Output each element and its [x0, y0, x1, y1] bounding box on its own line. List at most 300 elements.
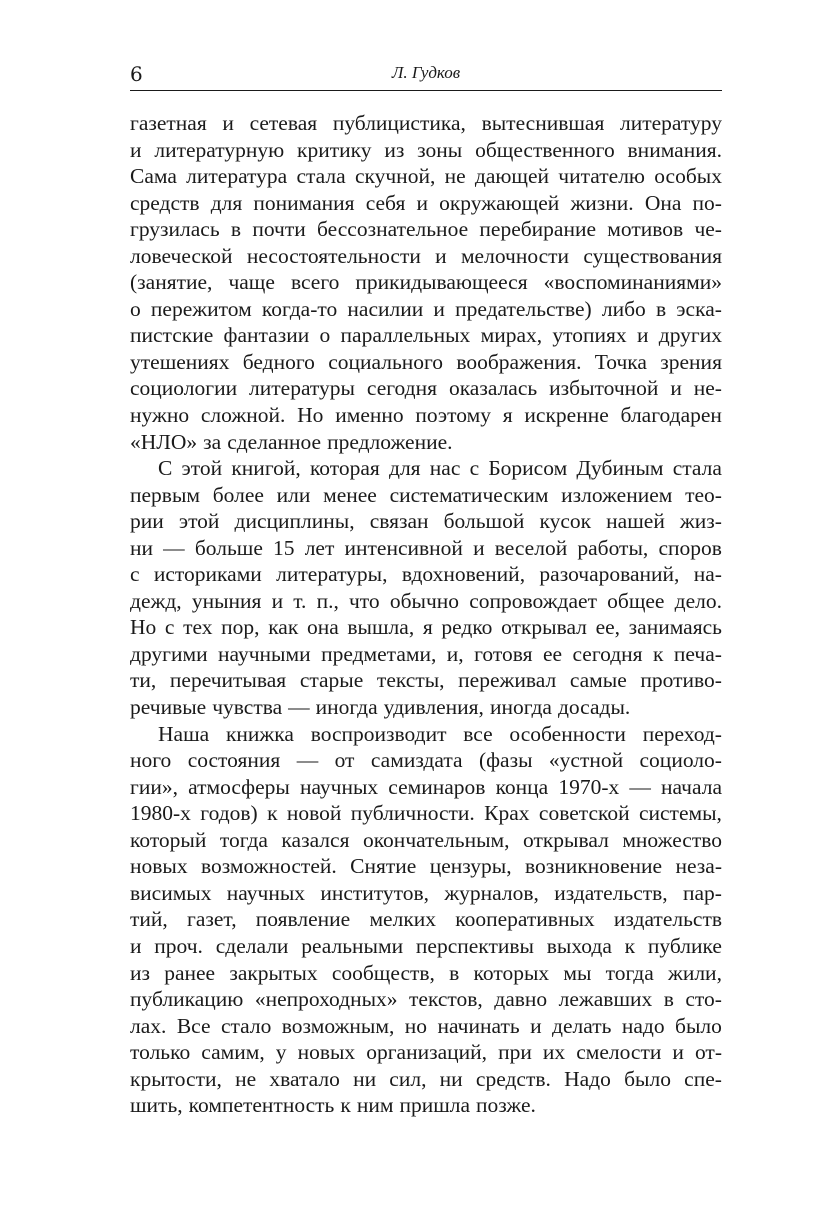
word: мирах,	[480, 323, 543, 348]
word: сложной.	[200, 403, 286, 428]
word: разочарований,	[539, 562, 680, 587]
word: позже.	[476, 1093, 536, 1118]
word: стала	[672, 456, 722, 481]
word: самим,	[201, 1040, 265, 1065]
word: возможным,	[281, 1013, 395, 1038]
word: себя	[365, 190, 406, 215]
word: начинать	[437, 1013, 520, 1038]
word: больше	[194, 535, 263, 560]
text-line	[130, 190, 722, 217]
word: к	[340, 1093, 351, 1118]
word: этой	[181, 456, 223, 481]
text-line	[130, 774, 722, 801]
text-line	[130, 667, 722, 694]
word: крытости,	[130, 1066, 222, 1091]
word: сопровождает	[469, 588, 597, 613]
word: Дубиным	[576, 456, 664, 481]
word: гии»,	[130, 774, 178, 799]
text-line	[130, 561, 722, 588]
word: советской	[538, 801, 630, 826]
word: было	[624, 1066, 671, 1091]
word: хватало	[269, 1066, 340, 1091]
word: нас	[429, 456, 461, 481]
word: начала	[660, 774, 722, 799]
word: научных	[226, 880, 306, 905]
word: возможностей.	[200, 854, 337, 879]
word: изложением	[561, 482, 673, 507]
word: лах.	[130, 1013, 167, 1038]
word: из	[130, 960, 150, 985]
word: готовя	[474, 641, 533, 666]
word: только	[130, 1040, 191, 1065]
word: стало	[220, 1013, 272, 1038]
word: публикацию	[130, 987, 244, 1012]
word: переход-	[642, 721, 722, 746]
word: менее	[323, 482, 377, 507]
word: у	[275, 1040, 287, 1065]
word: нашей	[606, 509, 665, 534]
word: удивления,	[383, 695, 484, 720]
word: книгой,	[231, 456, 301, 481]
word: тех	[183, 615, 213, 640]
word: печа-	[673, 641, 722, 666]
word: иногда	[489, 695, 552, 720]
word: ни	[130, 535, 154, 560]
word: 1980-х	[130, 801, 191, 826]
word: фантазии	[223, 323, 310, 348]
word: в	[230, 217, 242, 242]
word: мелких	[369, 907, 437, 932]
running-head-author: Л. Гудков	[391, 63, 461, 82]
word: более	[212, 482, 264, 507]
word: связан	[369, 509, 429, 534]
word: оказалась	[448, 376, 538, 401]
word: перспективы	[415, 933, 534, 958]
word: сто-	[685, 987, 722, 1012]
word: искренне	[524, 403, 609, 428]
word: вытеснившая	[481, 111, 605, 135]
word: занимаясь	[628, 615, 722, 640]
word: кооперативных	[455, 907, 595, 932]
word: книжка	[225, 721, 294, 746]
word: окружающей	[439, 190, 560, 215]
word: Но	[130, 615, 157, 640]
word: и	[435, 243, 447, 268]
word: ловеческой	[130, 243, 233, 268]
word: лежавших	[558, 987, 653, 1012]
word: мы	[563, 960, 592, 985]
word: публике	[647, 933, 722, 958]
word: конца	[495, 774, 549, 799]
word: казался	[281, 827, 350, 852]
word: тогда	[605, 960, 654, 985]
word: за	[203, 429, 222, 454]
word: Она	[644, 190, 682, 215]
text-line	[130, 906, 722, 933]
word: т.	[293, 588, 307, 613]
word: как	[268, 615, 299, 640]
text-line	[130, 508, 722, 535]
text-line	[130, 535, 722, 562]
word: с	[469, 456, 480, 481]
word: и,	[446, 641, 464, 666]
text-line	[130, 827, 722, 854]
word: которых	[473, 960, 550, 985]
word: перебирание	[479, 217, 597, 242]
word: (фазы	[478, 748, 533, 773]
word: параллельных	[340, 323, 471, 348]
word: закрытых	[229, 960, 318, 985]
word: их	[542, 1040, 566, 1065]
word: что	[348, 588, 380, 613]
word: других	[658, 323, 722, 348]
word: не	[444, 164, 466, 189]
word: открывал	[501, 615, 587, 640]
word: Наша	[158, 721, 210, 746]
text-line	[130, 269, 722, 296]
word: вышла,	[347, 615, 415, 640]
word: дело.	[674, 588, 722, 613]
text-line	[130, 641, 722, 668]
word: и	[670, 376, 682, 401]
word: утешениях	[130, 349, 230, 374]
word: шить,	[130, 1093, 183, 1118]
word: —	[629, 774, 651, 799]
word: и	[433, 296, 445, 321]
text-line	[130, 243, 722, 270]
text-line	[130, 429, 722, 456]
text-line	[130, 960, 722, 987]
word: газетная	[130, 111, 207, 135]
word: эска-	[676, 296, 722, 321]
text-line	[130, 800, 722, 827]
word: социологии	[130, 376, 238, 401]
word: от	[334, 748, 355, 773]
text-line	[130, 349, 722, 376]
word: пришла	[399, 1093, 471, 1118]
word: в	[449, 960, 460, 985]
word: возникновение	[525, 854, 663, 879]
word: и	[473, 535, 485, 560]
word: и	[130, 137, 142, 162]
word: сделали	[215, 933, 289, 958]
word: и	[130, 933, 142, 958]
word: от-	[694, 1040, 722, 1065]
word: С	[158, 456, 173, 481]
word: особенности	[509, 721, 626, 746]
word: Надо	[564, 1066, 611, 1091]
text-line	[130, 1092, 722, 1119]
word: всего	[290, 270, 340, 295]
word: журналов,	[444, 880, 539, 905]
word: из	[384, 137, 405, 162]
word: средств.	[475, 1066, 551, 1091]
word: ни	[353, 1066, 377, 1091]
word: литературу	[620, 111, 722, 135]
word: я	[502, 403, 513, 428]
word: который	[130, 827, 207, 852]
word: не-	[693, 376, 722, 401]
word: скучной,	[354, 164, 436, 189]
word: окончательным,	[362, 827, 510, 852]
word: первым	[130, 482, 201, 507]
word: и	[636, 323, 649, 348]
word: надо	[621, 1013, 665, 1038]
word: 1970-х	[558, 774, 620, 799]
text-line	[130, 694, 722, 721]
word: уныния	[191, 588, 262, 613]
word: ни	[439, 1066, 463, 1091]
word: лет	[304, 535, 335, 560]
body-text	[130, 110, 722, 1119]
text-line	[130, 110, 722, 137]
word: жизни.	[570, 190, 634, 215]
word: мелочности	[460, 243, 570, 268]
word: существования	[583, 243, 722, 268]
word: социального	[328, 349, 444, 374]
text-line	[130, 163, 722, 190]
text-line	[130, 588, 722, 615]
word: при	[498, 1040, 532, 1065]
word: досады.	[557, 695, 631, 720]
word: предложение.	[327, 429, 453, 454]
word: газет,	[187, 907, 237, 932]
word: самиздата	[370, 748, 463, 773]
word: все	[463, 721, 493, 746]
word: компетентность	[188, 1093, 335, 1118]
word: насилии	[347, 296, 424, 321]
word: публичности.	[350, 801, 475, 826]
text-line	[130, 880, 722, 907]
text-line	[130, 1066, 722, 1093]
word: научных	[299, 774, 379, 799]
word: давно	[494, 987, 548, 1012]
word: о	[130, 296, 141, 321]
word: внимания.	[627, 137, 722, 162]
word: для	[210, 190, 243, 215]
word: жили,	[667, 960, 722, 985]
word: ее	[542, 641, 563, 666]
word: Снятие	[350, 854, 417, 879]
word: ее,	[595, 615, 621, 640]
word: бессознательное	[317, 217, 469, 242]
word: и	[222, 111, 234, 135]
word: и	[271, 588, 284, 613]
word: смелости	[576, 1040, 662, 1065]
word: делать	[552, 1013, 612, 1038]
word: большой	[443, 509, 525, 534]
word: атмосферы	[188, 774, 290, 799]
word: не	[235, 1066, 257, 1091]
word: почти	[252, 217, 306, 242]
word: и	[416, 190, 428, 215]
word: неза-	[675, 854, 722, 879]
word: Крах	[484, 801, 530, 826]
word: спе-	[684, 1066, 722, 1091]
word: но	[404, 1013, 428, 1038]
word: с	[164, 615, 175, 640]
word: литература	[186, 164, 288, 189]
running-header	[130, 58, 722, 91]
word: иногда	[315, 695, 378, 720]
word: годов)	[200, 801, 258, 826]
word: п.,	[316, 588, 339, 613]
word: «воспоминаниями»	[543, 270, 722, 295]
word: литературы	[249, 376, 355, 401]
word: «НЛО»	[130, 429, 198, 454]
text-line	[130, 216, 722, 243]
text-line	[130, 375, 722, 402]
word: и	[672, 1040, 684, 1065]
word: критику	[297, 137, 372, 162]
word: новых	[297, 1040, 356, 1065]
word: для	[389, 456, 421, 481]
word: публицистика,	[332, 111, 466, 135]
word: я	[422, 615, 433, 640]
word: —	[163, 535, 185, 560]
word: ним	[356, 1093, 394, 1118]
word: рии	[130, 509, 164, 534]
word: общее	[607, 588, 665, 613]
word: Сама	[130, 164, 177, 189]
word: историками	[153, 562, 262, 587]
word: несостоятельности	[246, 243, 421, 268]
text-line	[130, 853, 722, 880]
text-line	[130, 322, 722, 349]
word: о	[319, 323, 331, 348]
word: прикидывающееся	[355, 270, 528, 295]
word: тий,	[130, 907, 168, 932]
word: предметами,	[321, 641, 437, 666]
word: дисциплины,	[234, 509, 355, 534]
word: самые	[569, 668, 627, 693]
word: или	[276, 482, 311, 507]
word: средств	[130, 190, 200, 215]
word: мотивов	[607, 217, 684, 242]
word: —	[288, 695, 310, 720]
word: че-	[694, 217, 722, 242]
word: этой	[178, 509, 220, 534]
word: к	[624, 933, 636, 958]
word: и	[530, 1013, 542, 1038]
word: Но	[297, 403, 324, 428]
word: переживал	[458, 668, 557, 693]
text-line	[130, 296, 722, 323]
text-line	[130, 402, 722, 429]
word: общественного	[475, 137, 615, 162]
word: висимых	[130, 880, 212, 905]
word: грузилась	[130, 217, 220, 242]
word: проч.	[154, 933, 203, 958]
word: системы,	[638, 801, 722, 826]
word: пар-	[682, 880, 722, 905]
word: сделанное	[227, 429, 322, 454]
word: ного	[130, 748, 172, 773]
word: она	[306, 615, 339, 640]
word: сил,	[389, 1066, 427, 1091]
word: ранее	[164, 960, 216, 985]
word: особых	[654, 164, 722, 189]
word: веселой	[494, 535, 568, 560]
word: сегодня	[572, 641, 643, 666]
text-line	[130, 455, 722, 482]
word: противо-	[640, 668, 722, 693]
word: по-	[692, 190, 722, 215]
word: когда-то	[261, 296, 338, 321]
word: социоло-	[639, 748, 722, 773]
word: старые	[299, 668, 364, 693]
text-line	[130, 986, 722, 1013]
word: 15	[273, 535, 295, 560]
word: (занятие,	[130, 270, 213, 295]
word: было	[675, 1013, 722, 1038]
word: «устной	[548, 748, 624, 773]
word: текстов,	[409, 987, 483, 1012]
word: тексты,	[376, 668, 445, 693]
word: именно	[335, 403, 404, 428]
word: тогда	[219, 827, 268, 852]
text-line	[130, 1039, 722, 1066]
word: ти,	[130, 668, 157, 693]
word: сообществ,	[331, 960, 435, 985]
text-line	[130, 933, 722, 960]
word: на-	[693, 562, 722, 587]
word: зоны	[417, 137, 463, 162]
word: нужно	[130, 403, 190, 428]
word: воображения.	[456, 349, 582, 374]
word: благодарен	[620, 403, 722, 428]
text-line	[130, 614, 722, 641]
word: которая	[309, 456, 380, 481]
word: систематическим	[389, 482, 549, 507]
word: либо	[601, 296, 646, 321]
text-line	[130, 747, 722, 774]
word: дающей	[474, 164, 550, 189]
word: реальными	[301, 933, 404, 958]
word: тео-	[685, 482, 722, 507]
word: новой	[286, 801, 342, 826]
word: открывал	[523, 827, 609, 852]
word: интенсивной	[344, 535, 463, 560]
word: цензуры,	[429, 854, 512, 879]
word: обычно	[389, 588, 460, 613]
word: вдохновений,	[401, 562, 526, 587]
word: в	[655, 296, 667, 321]
word: читателю	[558, 164, 645, 189]
word: издательств	[613, 907, 722, 932]
word: жиз-	[679, 509, 722, 534]
word: к	[653, 641, 664, 666]
word: дежд,	[130, 588, 182, 613]
word: стала	[296, 164, 346, 189]
word: пистские	[130, 323, 214, 348]
word: сетевая	[249, 111, 318, 135]
word: работы,	[577, 535, 649, 560]
word: зрения	[660, 349, 722, 374]
word: новых	[130, 854, 188, 879]
word: споров	[658, 535, 722, 560]
word: издательств,	[554, 880, 668, 905]
word: другими	[130, 641, 208, 666]
word: Все	[176, 1013, 211, 1038]
word: Борисом	[488, 456, 568, 481]
word: избыточной	[549, 376, 659, 401]
text-line	[130, 482, 722, 509]
word: к	[267, 801, 278, 826]
word: —	[296, 748, 319, 773]
word: научными	[218, 641, 311, 666]
word: чувства	[212, 695, 283, 720]
